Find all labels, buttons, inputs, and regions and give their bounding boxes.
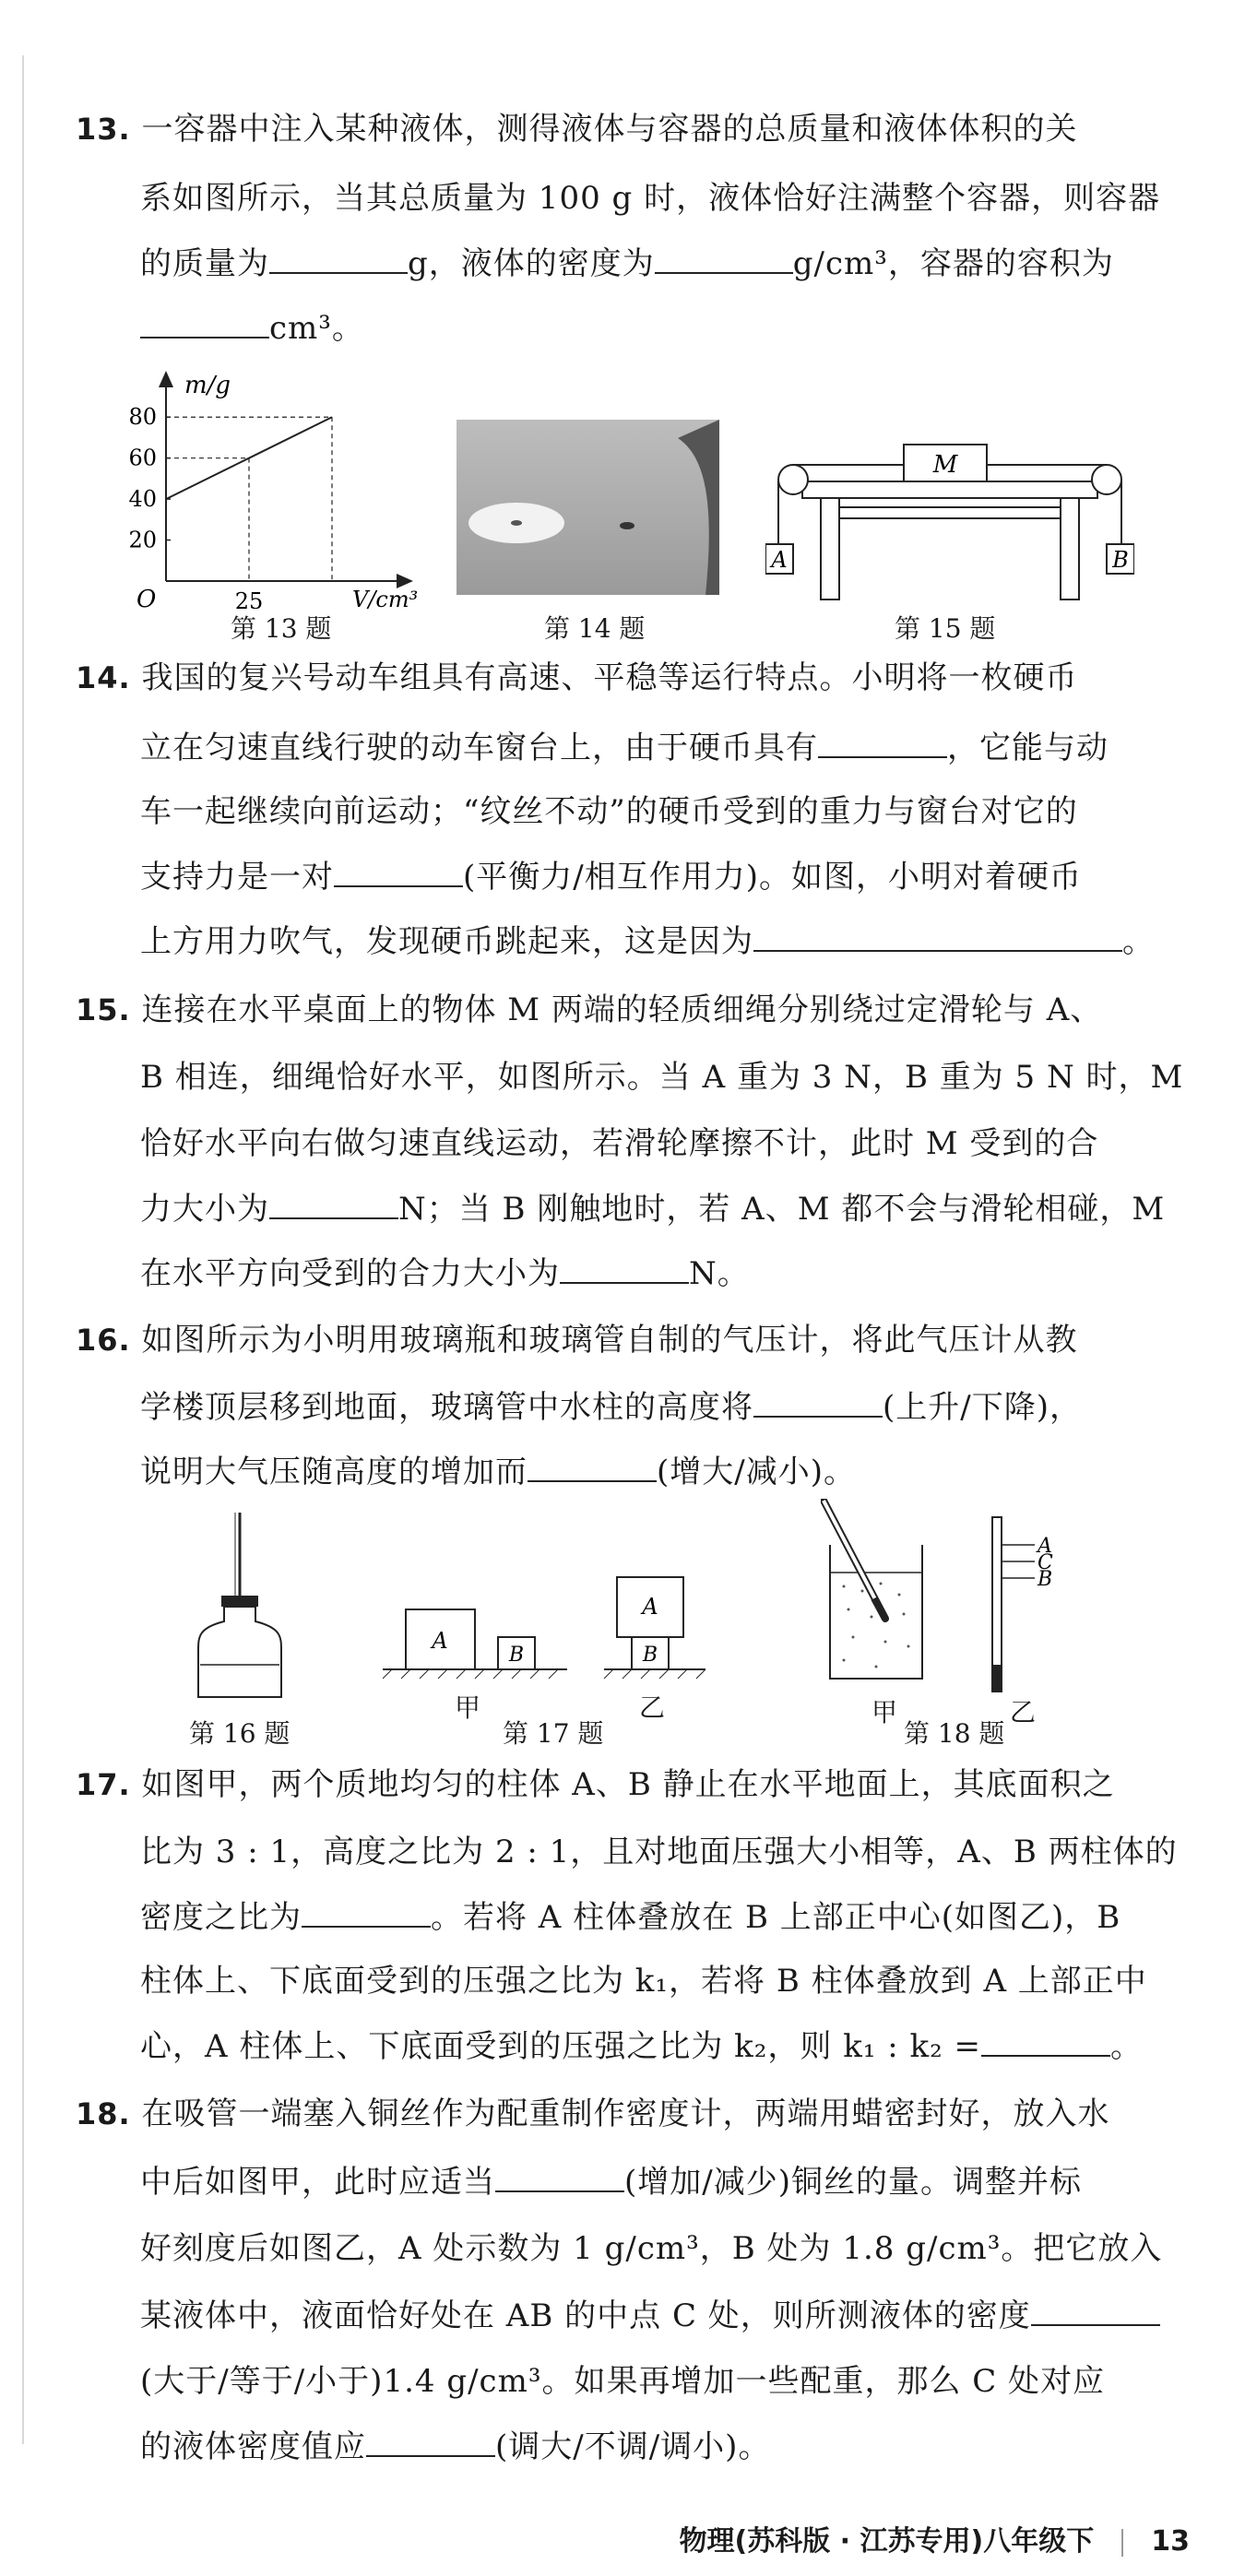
caption-13: 第 13 题 xyxy=(231,613,332,644)
caption-15: 第 15 题 xyxy=(895,613,996,644)
answer-blank[interactable] xyxy=(1031,2297,1160,2326)
svg-text:M: M xyxy=(932,451,958,479)
x-tick-label: 25 xyxy=(234,588,264,609)
figure-17-blocks xyxy=(383,1559,881,1697)
svg-text:A: A xyxy=(642,1594,658,1620)
answer-blank[interactable] xyxy=(981,2027,1110,2057)
svg-text:A: A xyxy=(432,1628,448,1654)
figure-13-chart xyxy=(111,369,443,609)
pulley-right-icon xyxy=(1092,465,1121,494)
pulley-left-icon xyxy=(778,465,808,494)
q13-line-4: cm³。 xyxy=(140,309,364,347)
origin-label: O xyxy=(136,586,157,609)
x-axis-label: V/cm³ xyxy=(352,587,419,609)
y-tick-label: 60 xyxy=(128,445,157,471)
caption-16: 第 16 题 xyxy=(189,1718,290,1749)
page-footer xyxy=(680,2518,1190,2558)
answer-blank[interactable] xyxy=(528,1453,657,1482)
face-silhouette xyxy=(678,420,719,595)
svg-text:A: A xyxy=(771,547,788,573)
caption-18-yi: 乙 xyxy=(1010,1697,1037,1727)
coin-blow-illustration xyxy=(456,420,719,595)
answer-blank[interactable] xyxy=(269,1190,398,1219)
bottle-cap xyxy=(221,1596,258,1607)
table-top xyxy=(802,481,1097,498)
svg-text:B: B xyxy=(1038,1568,1053,1591)
figure-14-photo xyxy=(456,420,719,595)
footer-subject: 物理(苏科版 · 江苏专用)八年级下 xyxy=(679,2525,1095,2558)
caption-14: 第 14 题 xyxy=(544,613,646,644)
q13-line-3: 的质量为 g，液体的密度为 g/cm³，容器的容积为 xyxy=(140,245,1114,282)
coin-icon xyxy=(620,522,634,529)
beaker xyxy=(830,1545,922,1679)
q13-line-2: 系如图所示，当其总质量为 100 g 时，液体恰好注满整个容器，则容器 xyxy=(140,180,1161,217)
svg-text:C: C xyxy=(1038,1551,1053,1574)
answer-blank[interactable] xyxy=(560,1254,689,1284)
figure-15-pulley-table xyxy=(765,433,1134,609)
q13-line-1: 13. 一容器中注入某种液体，测得液体与容器的总质量和液体体积的关 xyxy=(76,111,1078,148)
svg-text:A: A xyxy=(1038,1535,1052,1558)
y-tick-label: 40 xyxy=(128,486,157,513)
y-tick-label: 80 xyxy=(128,404,157,431)
caption-18: 第 18 题 xyxy=(904,1718,1005,1749)
answer-blank[interactable] xyxy=(366,2428,495,2457)
y-axis-label: m/g xyxy=(184,372,231,399)
answer-blank[interactable] xyxy=(495,2163,624,2192)
figure-16-barometer xyxy=(189,1513,290,1706)
page-number: 13 xyxy=(1151,2525,1190,2558)
svg-text:B: B xyxy=(1112,547,1129,573)
caption-17-jia: 甲 xyxy=(455,1692,481,1723)
answer-blank[interactable] xyxy=(140,309,269,338)
y-tick-label: 20 xyxy=(128,527,157,553)
glass-bottle xyxy=(198,1607,281,1697)
svg-text:B: B xyxy=(642,1644,658,1667)
figure-18-hydrometer xyxy=(821,1499,1125,1692)
caption-18-jia: 甲 xyxy=(872,1697,898,1727)
answer-blank[interactable] xyxy=(655,244,793,274)
answer-blank[interactable] xyxy=(269,244,408,274)
answer-blank[interactable] xyxy=(818,729,947,758)
svg-text:B: B xyxy=(508,1644,525,1667)
caption-17-yi: 乙 xyxy=(639,1692,666,1723)
answer-blank[interactable] xyxy=(753,1388,883,1418)
answer-blank[interactable] xyxy=(302,1898,431,1928)
caption-17: 第 17 题 xyxy=(503,1718,604,1749)
answer-blank[interactable] xyxy=(753,922,1122,952)
margin-rule xyxy=(22,55,24,2444)
answer-blank[interactable] xyxy=(334,858,463,887)
